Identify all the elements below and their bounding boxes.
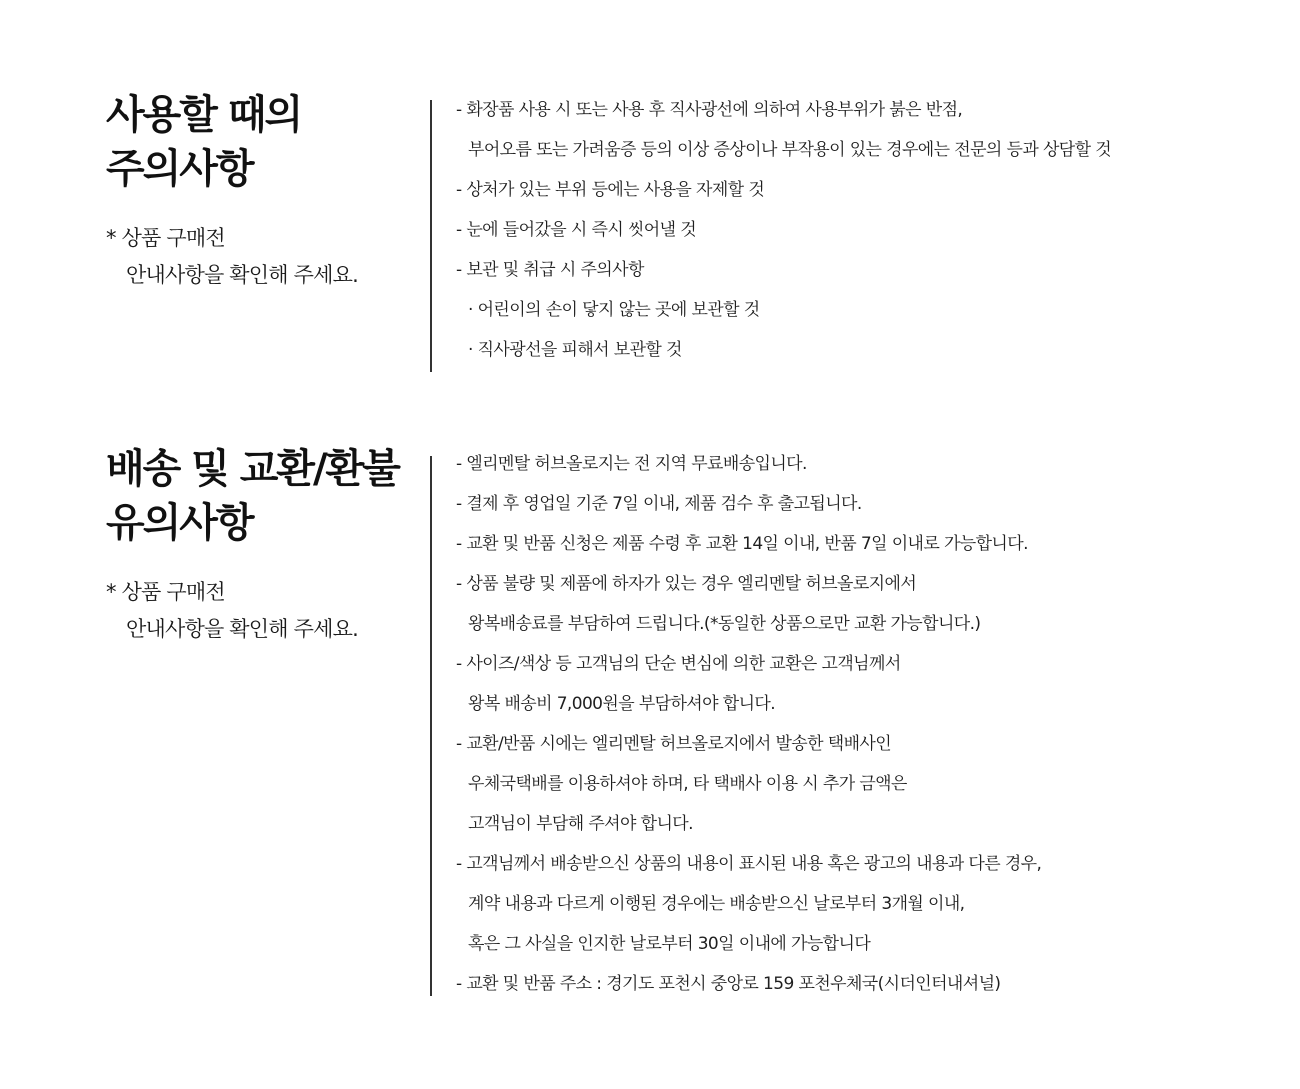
delivery-refund-title — [106, 442, 416, 550]
list-item: - 사이즈/색상 등 고객님의 단순 변심에 의한 교환은 고객님께서 — [456, 654, 901, 674]
list-item: - 화장품 사용 시 또는 사용 후 직사광선에 의하여 사용부위가 붉은 반점, — [456, 100, 963, 120]
usage-caution-title-line2: 주의사항 — [106, 146, 253, 192]
delivery-refund-title-line2: 유의사항 — [106, 500, 253, 546]
usage-caution-note — [106, 220, 416, 294]
list-item: - 교환 및 반품 주소 : 경기도 포천시 중앙로 159 포천우체국(시더인터내셔널) — [456, 974, 1001, 994]
list-item: - 상품 불량 및 제품에 하자가 있는 경우 엘리멘탈 허브올로지에서 — [456, 574, 917, 594]
list-item: 계약 내용과 다르게 이행된 경우에는 배송받으신 날로부터 3개월 이내, — [468, 894, 965, 914]
delivery-refund-note-line2: 안내사항을 확인해 주세요. — [126, 617, 358, 641]
list-item: - 엘리멘탈 허브올로지는 전 지역 무료배송입니다. — [456, 454, 807, 474]
delivery-refund-title-line1: 배송 및 교환/환불 — [106, 446, 399, 492]
delivery-refund-note-line1: * 상품 구매전 — [106, 580, 225, 604]
list-item: 우체국택배를 이용하셔야 하며, 타 택배사 이용 시 추가 금액은 — [468, 774, 907, 794]
list-item: - 눈에 들어갔을 시 즉시 씻어낼 것 — [456, 220, 697, 240]
list-item: · 직사광선을 피해서 보관할 것 — [468, 340, 682, 360]
list-item: - 교환 및 반품 신청은 제품 수령 후 교환 14일 이내, 반품 7일 이내로 가능합니다. — [456, 534, 1028, 554]
delivery-refund-list — [456, 444, 1286, 1004]
usage-caution-note-line2: 안내사항을 확인해 주세요. — [126, 263, 358, 287]
usage-caution-list — [456, 90, 1286, 370]
list-item: 혹은 그 사실을 인지한 날로부터 30일 이내에 가능합니다 — [468, 934, 871, 954]
delivery-refund-heading-block — [106, 442, 416, 648]
usage-caution-note-line1: * 상품 구매전 — [106, 226, 225, 250]
list-item: 고객님이 부담해 주셔야 합니다. — [468, 814, 693, 834]
delivery-refund-divider — [430, 456, 432, 996]
list-item: - 상처가 있는 부위 등에는 사용을 자제할 것 — [456, 180, 765, 200]
usage-caution-divider — [430, 100, 432, 372]
list-item: · 어린이의 손이 닿지 않는 곳에 보관할 것 — [468, 300, 760, 320]
delivery-refund-note — [106, 574, 416, 648]
usage-caution-title — [106, 88, 416, 196]
list-item: 부어오름 또는 가려움증 등의 이상 증상이나 부작용이 있는 경우에는 전문의 등과 상담할 것 — [468, 140, 1112, 160]
usage-caution-title-line1: 사용할 때의 — [106, 92, 302, 138]
list-item: - 교환/반품 시에는 엘리멘탈 허브올로지에서 발송한 택배사인 — [456, 734, 892, 754]
list-item: 왕복 배송비 7,000원을 부담하셔야 합니다. — [468, 694, 776, 714]
usage-caution-heading-block — [106, 88, 416, 294]
list-item: - 고객님께서 배송받으신 상품의 내용이 표시된 내용 혹은 광고의 내용과 다른 경우, — [456, 854, 1042, 874]
list-item: 왕복배송료를 부담하여 드립니다.(*동일한 상품으로만 교환 가능합니다.) — [468, 614, 981, 634]
list-item: - 보관 및 취급 시 주의사항 — [456, 260, 644, 280]
list-item: - 결제 후 영업일 기준 7일 이내, 제품 검수 후 출고됩니다. — [456, 494, 862, 514]
